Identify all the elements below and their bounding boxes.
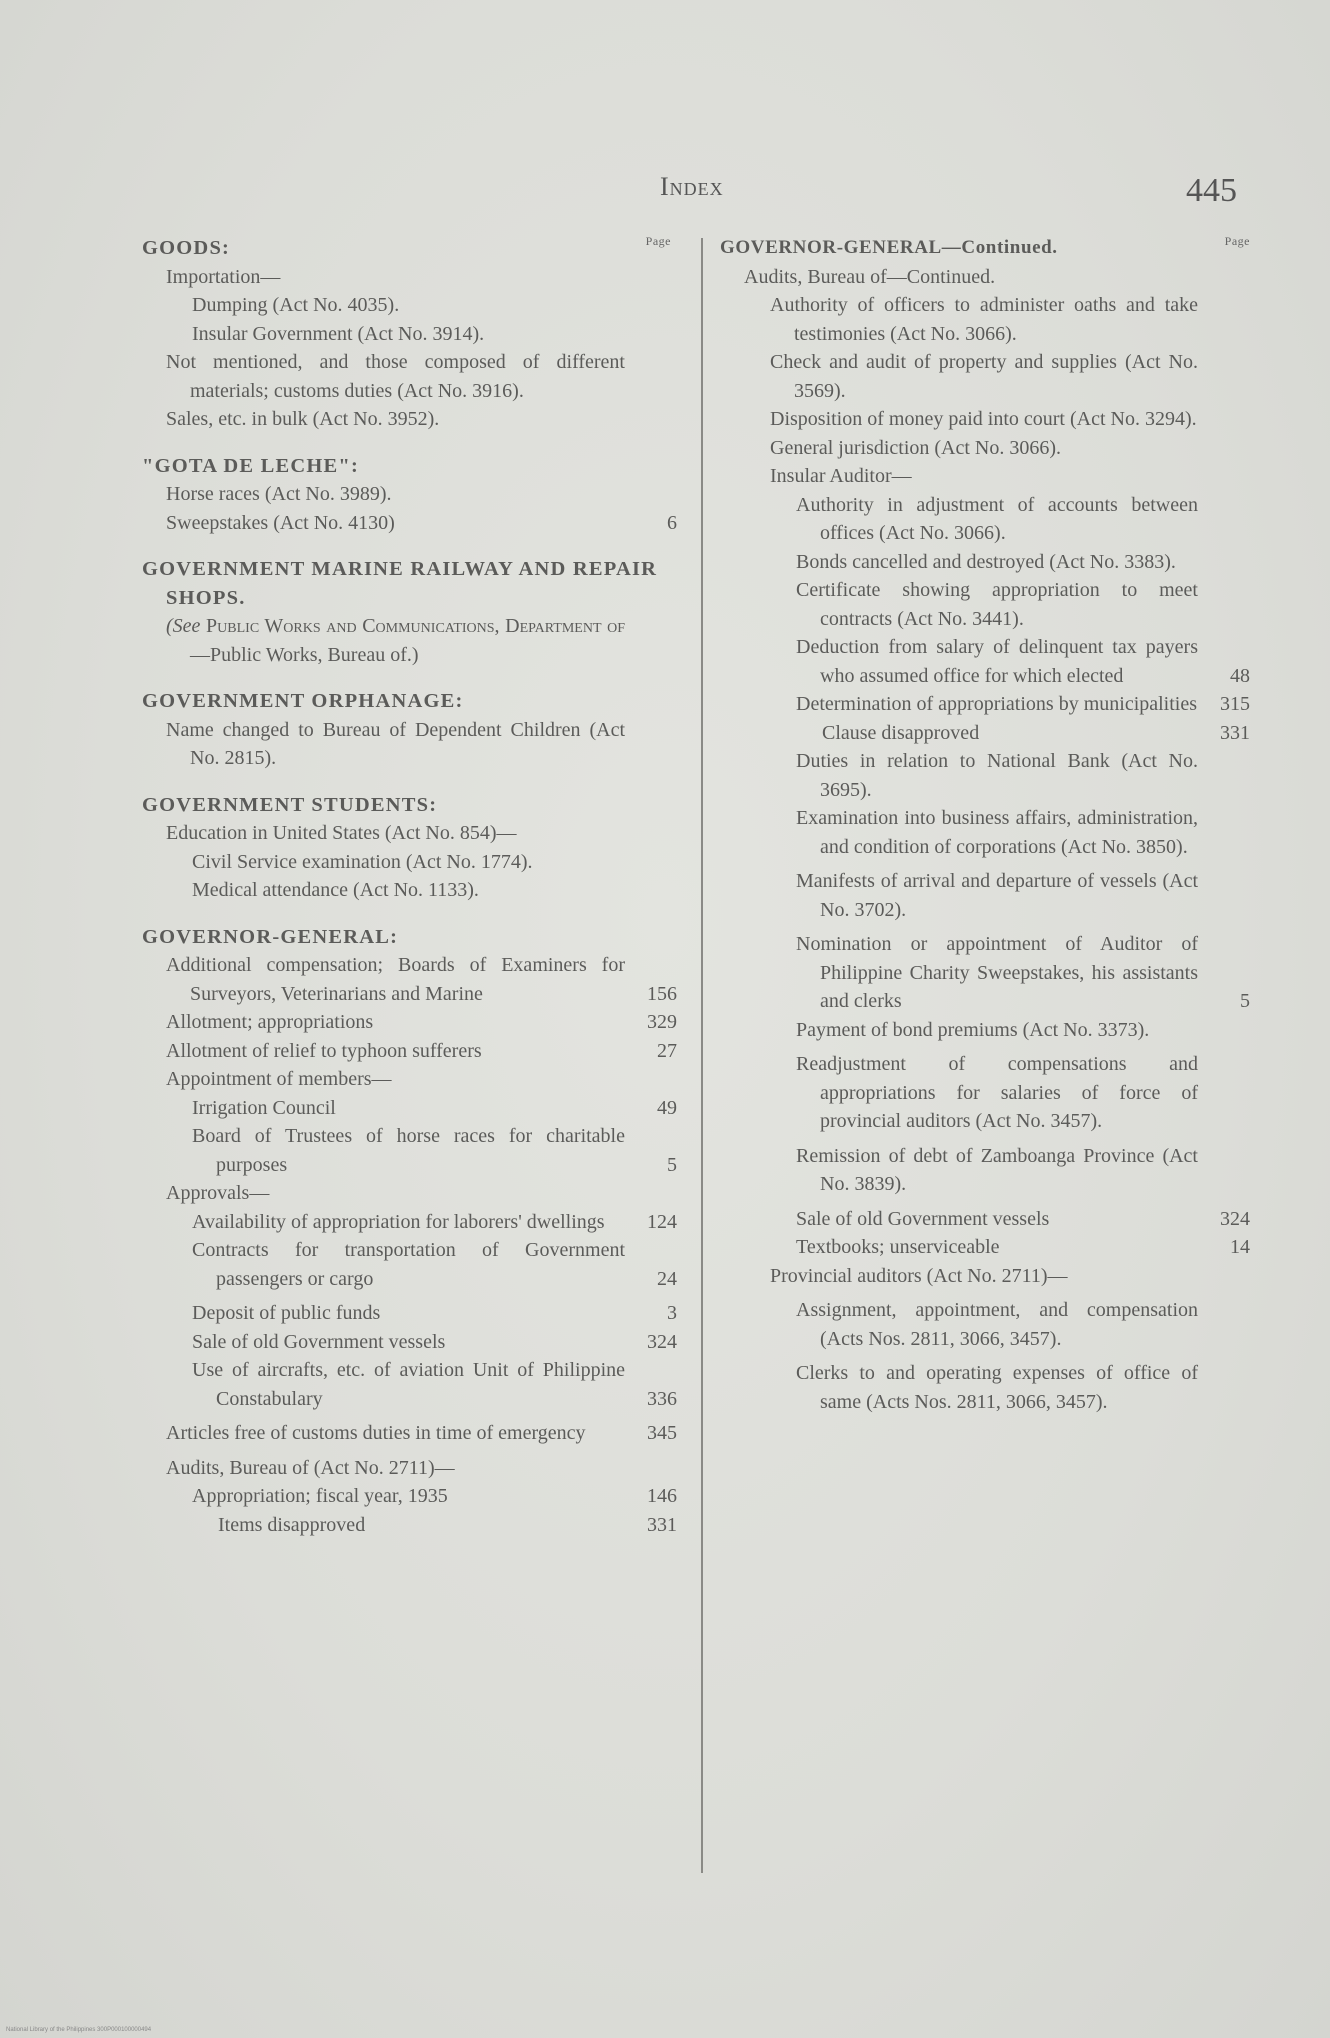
index-entry: Sales, etc. in bulk (Act No. 3952). [166, 408, 440, 430]
index-heading: GOVERNMENT ORPHANAGE: [142, 690, 464, 712]
index-entry: Examination into business affairs, administration, and condition of corporations (Act No. 3850). [796, 807, 1198, 858]
index-heading: GOVERNOR-GENERAL—Continued. [720, 237, 1058, 258]
index-entry: Appointment of members— [166, 1068, 392, 1090]
index-heading: GOVERNMENT STUDENTS: [142, 793, 438, 816]
index-entry: Insular Auditor— [770, 465, 912, 487]
index-entry: Dumping (Act No. 4035). [192, 294, 400, 316]
index-entry: Audits, Bureau of—Continued. [744, 265, 996, 288]
index-entry: Approvals— [166, 1182, 270, 1204]
index-entry: Authority of officers to administer oaths and take testimonies (Act No. 3066). [770, 294, 1198, 345]
index-entry: Audits, Bureau of (Act No. 2711)— [166, 1456, 455, 1479]
index-entry: Importation— [166, 265, 281, 288]
index-entry: Authority in adjustment of accounts between offices (Act No. 3066). [796, 493, 1198, 544]
index-entry: Provincial auditors (Act No. 2711)— [770, 1264, 1068, 1287]
index-entry: Certificate showing appropriation to meet contracts (Act No. 3441). [796, 579, 1198, 630]
index-entry: Allotment; appropriations 329 [166, 1011, 677, 1033]
scan-footer: National Library of the Philippines 300P000100000494 [6, 2027, 152, 2033]
page-ref: 6 [667, 511, 677, 534]
index-entry: Nomination or appointment of Auditor of Philippine Charity Sweepstakes, his assistants and clerks 5 [796, 933, 1250, 1012]
index-entry: Items disapproved 331 [218, 1513, 677, 1536]
index-entry: Remission of debt of Zamboanga Province (Act No. 3839). [796, 1144, 1198, 1195]
index-entry: Board of Trustees of horse races for charitable purposes 5 [192, 1125, 677, 1176]
index-entry: Articles free of customs duties in time of emergency 345 [166, 1422, 677, 1444]
index-entry: Insular Government (Act No. 3914). [192, 322, 485, 345]
index-entry: Manifests of arrival and departure of vessels (Act No. 3702). [796, 870, 1198, 921]
right-column [720, 234, 1250, 1416]
index-entry: Name changed to Bureau of Dependent Children (Act No. 2815). [166, 718, 625, 769]
index-entry: Readjustment of compensations and appropriations for salaries of force of provincial auditors (Act No. 3457). [796, 1053, 1198, 1132]
cross-reference: (See Public Works and Communications, Department of—Public Works, Bureau of.) [166, 615, 626, 666]
index-entry: Clerks to and operating expenses of office of same (Acts Nos. 2811, 3066, 3457). [796, 1362, 1198, 1413]
column-divider [701, 238, 703, 1873]
index-entry: Check and audit of property and supplies (Act No. 3569). [770, 351, 1198, 402]
index-entry: Appropriation; fiscal year, 1935 146 [192, 1485, 677, 1507]
index-entry: Sale of old Government vessels 324 [796, 1207, 1250, 1230]
index-entry: Payment of bond premiums (Act No. 3373). [796, 1018, 1150, 1041]
index-entry: Contracts for transportation of Government passengers or cargo 24 [192, 1239, 677, 1290]
index-entry: Sweepstakes (Act No. 4130) 6 [142, 509, 677, 538]
index-heading: "GOTA DE LECHE": [142, 454, 360, 477]
index-entry: Deduction from salary of delinquent tax payers who assumed office for which elected 48 [796, 636, 1250, 687]
index-entry: Use of aircrafts, etc. of aviation Unit of Philippine Constabulary 336 [192, 1359, 677, 1410]
index-entry: Disposition of money paid into court (Act No. 3294). [770, 408, 1197, 430]
index-entry: Not mentioned, and those composed of different materials; customs duties (Act No. 3916). [166, 351, 625, 402]
running-head: Index [660, 172, 724, 201]
index-entry: General jurisdiction (Act No. 3066). [770, 436, 1062, 459]
index-entry: Availability of appropriation for laborers' dwellings 124 [192, 1210, 677, 1233]
index-entry: Textbooks; unserviceable 14 [796, 1236, 1250, 1258]
page-column-label: Page [1224, 234, 1250, 248]
index-entry: Determination of appropriations by municipalities 315 [796, 693, 1250, 715]
index-entry: Irrigation Council 49 [192, 1096, 677, 1119]
index-entry: Additional compensation; Boards of Examiners for Surveyors, Veterinarians and Marine 156 [166, 954, 677, 1005]
index-entry: Assignment, appointment, and compensation (Acts Nos. 2811, 3066, 3457). [796, 1299, 1198, 1350]
index-entry: Civil Service examination (Act No. 1774). [192, 850, 533, 873]
index-heading: GOODS: [142, 237, 231, 259]
index-entry: Clause disapproved 331 [822, 721, 1250, 744]
index-entry: Horse races (Act No. 3989). [166, 483, 392, 505]
index-entry: Deposit of public funds 3 [192, 1302, 677, 1324]
index-entry: Bonds cancelled and destroyed (Act No. 3383). [796, 550, 1176, 573]
index-heading: GOVERNMENT MARINE RAILWAY AND REPAIR SHOPS. [142, 558, 658, 609]
index-entry: Medical attendance (Act No. 1133). [192, 879, 479, 901]
left-column [142, 234, 677, 1539]
page-number: 445 [1186, 172, 1237, 209]
index-entry: Duties in relation to National Bank (Act No. 3695). [796, 750, 1198, 801]
index-entry: Sale of old Government vessels 324 [192, 1330, 677, 1353]
index-entry: Education in United States (Act No. 854)— [166, 822, 517, 844]
index-entry: Allotment of relief to typhoon sufferers 27 [166, 1039, 677, 1062]
index-heading: GOVERNOR-GENERAL: [142, 925, 399, 948]
page-column-label: Page [645, 234, 671, 248]
